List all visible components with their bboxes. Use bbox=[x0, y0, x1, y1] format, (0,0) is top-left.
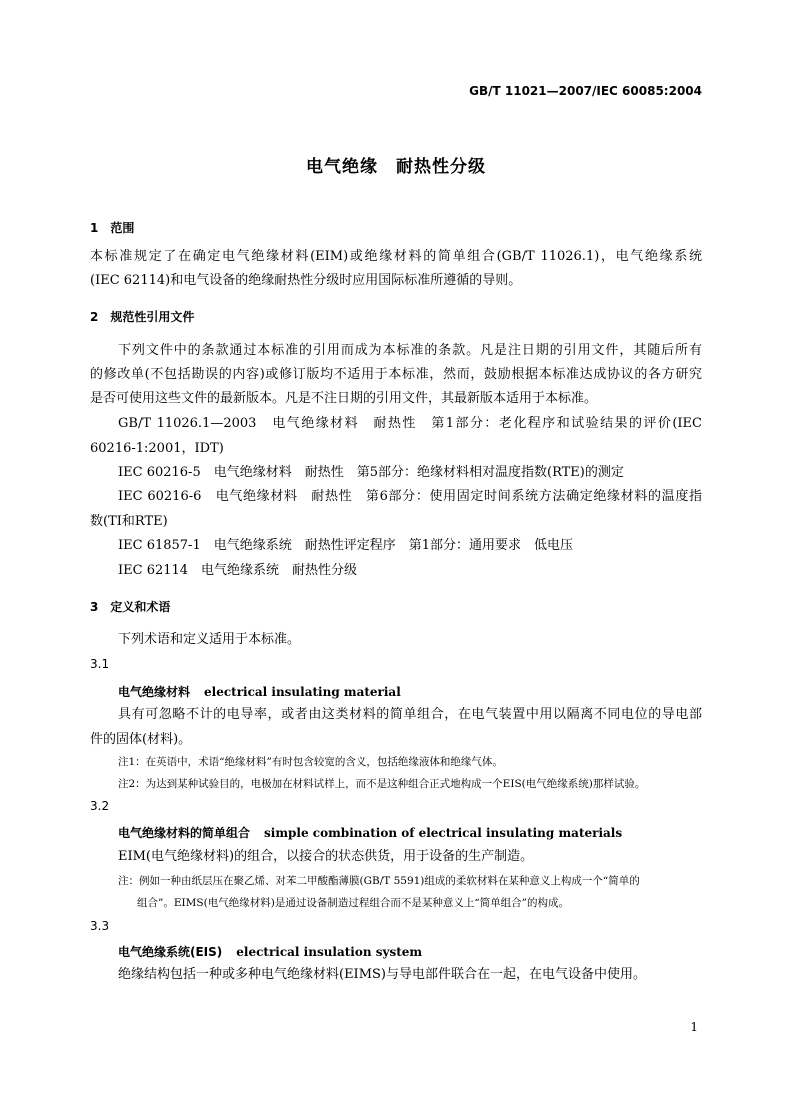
section-heading-normative-references: 2 规范性引用文件 bbox=[90, 310, 195, 324]
normative-intro-line-2: 的修改单(不包括勘误的内容)或修订版均不适用于本标准，然而，鼓励根据本标准达成协议的各方研究 bbox=[90, 367, 702, 382]
section-heading-definitions: 3 定义和术语 bbox=[90, 600, 171, 614]
definition-3-2-note-line-1: 注：例如一种由纸层压在聚乙烯、对苯二甲酸酯薄膜(GB/T 5591)组成的柔软材料在某种意义上构成一个“简单的 bbox=[118, 875, 640, 887]
term-chinese: 电气绝缘系统(EIS) bbox=[118, 945, 223, 959]
definition-term-3-1 bbox=[118, 683, 401, 700]
reference-iec60216-6-line-2: 数(TI和RTE) bbox=[90, 514, 168, 529]
normative-intro-line-3: 是否可使用这些文件的最新版本。凡是不注日期的引用文件，其最新版本适用于本标准。 bbox=[90, 391, 598, 406]
term-english: simple combination of electrical insulating materials bbox=[264, 826, 623, 840]
section-heading-scope: 1 范围 bbox=[90, 221, 135, 235]
definition-3-1-line-2: 件的固体(材料)。 bbox=[90, 732, 192, 747]
reference-iec62114: IEC 62114 电气绝缘系统 耐热性分级 bbox=[118, 563, 358, 578]
page-number: 1 bbox=[690, 1020, 698, 1034]
reference-gbt11026-line-1: GB/T 11026.1—2003 电气绝缘材料 耐热性 第1部分：老化程序和试验结果的评价(IEC bbox=[118, 416, 702, 431]
reference-gbt11026-line-2: 60216-1:2001，IDT) bbox=[90, 441, 224, 456]
normative-intro-line-1: 下列文件中的条款通过本标准的引用而成为本标准的条款。凡是注日期的引用文件，其随后所有 bbox=[118, 343, 702, 358]
term-chinese: 电气绝缘材料的简单组合 bbox=[118, 826, 251, 840]
reference-iec60216-6-line-1: IEC 60216-6 电气绝缘材料 耐热性 第6部分：使用固定时间系统方法确定绝缘材料的温度指 bbox=[118, 489, 702, 504]
term-english: electrical insulating material bbox=[204, 685, 401, 699]
scope-paragraph-line-1: 本标准规定了在确定电气绝缘材料(EIM)或绝缘材料的简单组合(GB/T 11026.1)，电气绝缘系统 bbox=[90, 249, 702, 264]
definition-term-3-2 bbox=[118, 824, 622, 841]
document-title: 电气绝缘 耐热性分级 bbox=[306, 157, 486, 177]
definition-number-3-2: 3.2 bbox=[90, 799, 110, 813]
definitions-intro: 下列术语和定义适用于本标准。 bbox=[118, 632, 301, 647]
definition-number-3-1: 3.1 bbox=[90, 657, 110, 671]
reference-iec61857-1: IEC 61857-1 电气绝缘系统 耐热性评定程序 第1部分：通用要求 低电压 bbox=[118, 538, 573, 553]
standard-number-header: GB/T 11021—2007/IEC 60085:2004 bbox=[469, 84, 702, 98]
term-english: electrical insulation system bbox=[236, 945, 423, 959]
definition-3-2-note-line-2: 组合”。EIMS(电气绝缘材料)是通过设备制造过程组合而不是某种意义上“简单组合”的构成。 bbox=[137, 897, 570, 909]
definition-3-1-note-2: 注2：为达到某种试验目的，电极加在材料试样上，而不是这种组合正式地构成一个EIS(电气绝缘系统)那样试验。 bbox=[118, 778, 646, 790]
definition-3-1-line-1: 具有可忽略不计的电导率，或者由这类材料的简单组合，在电气装置中用以隔离不同电位的导电部 bbox=[118, 707, 702, 722]
term-chinese: 电气绝缘材料 bbox=[118, 685, 191, 699]
definition-3-3-line-1: 绝缘结构包括一种或多种电气绝缘材料(EIMS)与导电部件联合在一起，在电气设备中使用。 bbox=[118, 967, 646, 982]
definition-number-3-3: 3.3 bbox=[90, 919, 110, 933]
definition-3-2-line-1: EIM(电气绝缘材料)的组合，以接合的状态供货，用于设备的生产制造。 bbox=[118, 849, 534, 864]
scope-paragraph-line-2: (IEC 62114)和电气设备的绝缘耐热性分级时应用国际标准所遵循的导则。 bbox=[90, 273, 522, 288]
definition-term-3-3 bbox=[118, 943, 422, 960]
definition-3-1-note-1: 注1：在英语中，术语“绝缘材料”有时包含较宽的含义，包括绝缘液体和绝缘气体。 bbox=[118, 756, 503, 768]
reference-iec60216-5: IEC 60216-5 电气绝缘材料 耐热性 第5部分：绝缘材料相对温度指数(RTE)的测定 bbox=[118, 465, 624, 480]
